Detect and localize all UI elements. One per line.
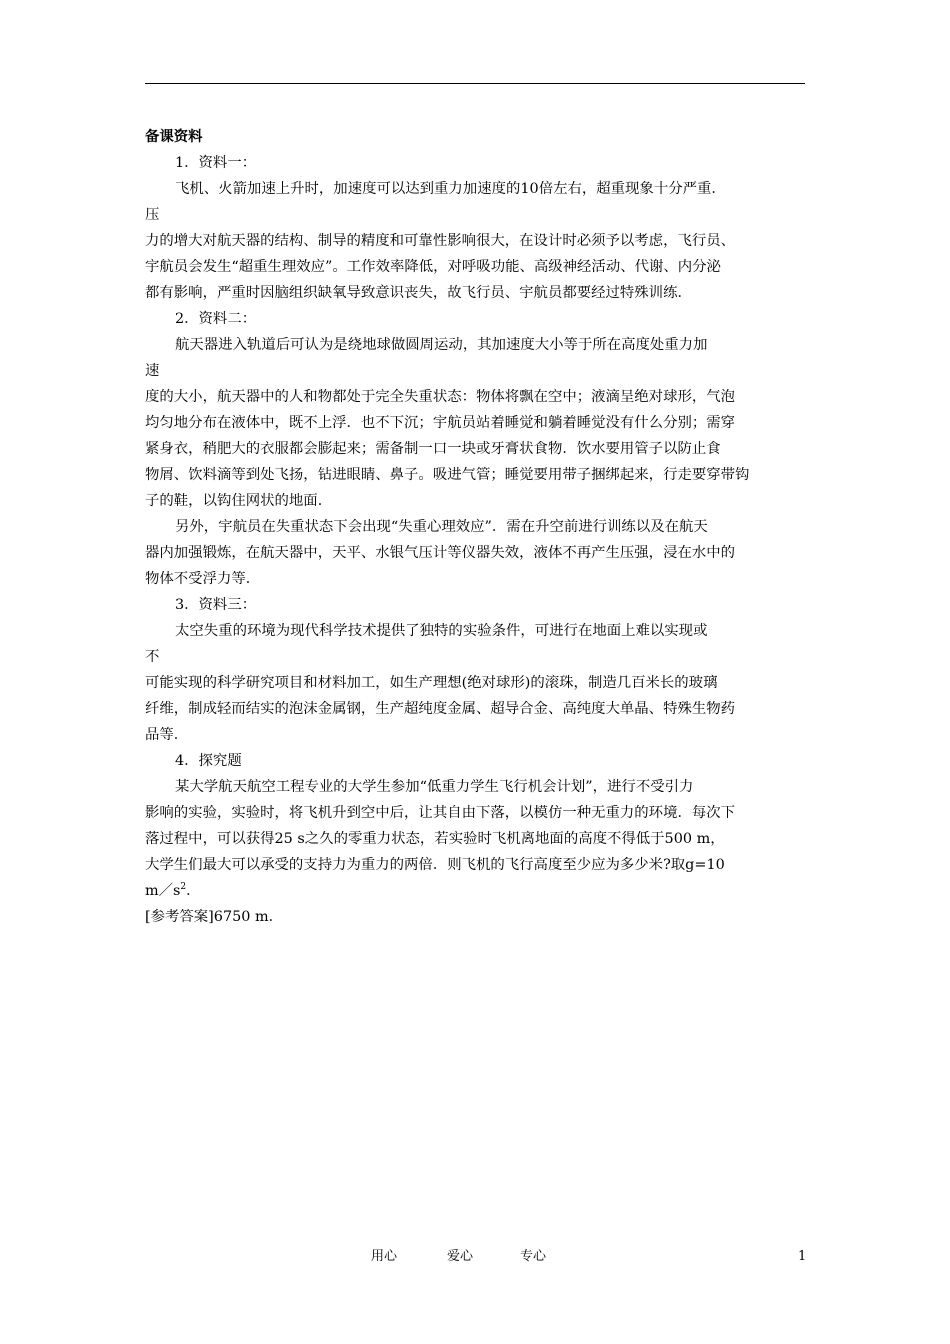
section-heading-2: 2．资料二： (175, 311, 257, 327)
footer-word-2: 爱心 (447, 1249, 474, 1264)
paragraph-line: 可能实现的科学研究项目和材料加工，如生产理想(绝对球形)的滚珠，制造几百米长的玻璃 (145, 675, 718, 691)
paragraph-line: 宇航员会发生“超重生理效应”。工作效率降低，对呼吸功能、高级神经活动、代谢、内分泌 (145, 259, 721, 275)
paragraph-line: 某大学航天航空工程专业的大学生参加“低重力学生飞行机会计划”，进行不受引力 (175, 779, 694, 795)
page-number: 1 (798, 1249, 807, 1264)
paragraph-line: 子的鞋，以钩住网状的地面． (145, 493, 333, 509)
footer-word-1: 用心 (371, 1249, 398, 1264)
paragraph-line: 航天器进入轨道后可认为是绕地球做圆周运动，其加速度大小等于所在高度处重力加 (175, 337, 708, 353)
paragraph-line: 不 (145, 649, 160, 665)
paragraph-line: 都有影响，严重时因脑组织缺氧导致意识丧失，故飞行员、宇航员都要经过特殊训练． (145, 285, 692, 301)
document-body (145, 124, 805, 930)
paragraph-line: 飞机、火箭加速上升时，加速度可以达到重力加速度的10倍左右，超重现象十分严重． (175, 181, 726, 197)
paragraph-line: 物屑、饮料滴等到处飞扬，钻进眼睛、鼻子。吸进气管；睡觉要用带子捆绑起来，行走要穿带钩 (145, 467, 750, 483)
document-title: 备课资料 (145, 128, 203, 145)
paragraph-line (145, 878, 805, 904)
section-heading-3: 3．资料三： (175, 597, 257, 613)
paragraph-line: 紧身衣，稍肥大的衣服都会膨起来；需备制一口一块或牙膏状食物．饮水要用管子以防止食 (145, 441, 721, 457)
period: ． (186, 883, 201, 899)
unit-text: m／s (145, 883, 181, 899)
reference-answer: [参考答案]6750 m． (145, 909, 284, 925)
header-rule (145, 83, 805, 84)
exponent: 2 (180, 882, 187, 893)
paragraph-line: 度的大小，航天器中的人和物都处于完全失重状态：物体将飘在空中；液滴呈绝对球形，气泡 (145, 389, 736, 405)
section-heading-4: 4．探究题 (175, 753, 242, 769)
paragraph-line: 大学生们最大可以承受的支持力为重力的两倍．则飞机的飞行高度至少应为多少米?取g=10 (145, 857, 725, 873)
paragraph-line: 物体不受浮力等． (145, 571, 261, 587)
section-heading-1: 1．资料一： (175, 155, 257, 171)
paragraph-line: 速 (145, 363, 160, 379)
footer-word-3: 专心 (520, 1249, 547, 1264)
paragraph-line: 力的增大对航天器的结构、制导的精度和可靠性影响很大，在设计时必须予以考虑，飞行员、 (145, 233, 736, 249)
paragraph-line: 纤维，制成轻而结实的泡沫金属钢，生产超纯度金属、超导合金、高纯度大单晶、特殊生物药 (145, 701, 736, 717)
paragraph-line: 器内加强锻炼，在航天器中，天平、水银气压计等仪器失效，液体不再产生压强，浸在水中的 (145, 545, 736, 561)
paragraph-line: 品等． (145, 727, 189, 743)
paragraph-line: 压 (145, 207, 160, 223)
paragraph-line: 另外，宇航员在失重状态下会出现“失重心理效应”．需在升空前进行训练以及在航天 (175, 519, 708, 535)
paragraph-line: 落过程中，可以获得25 s之久的零重力状态，若实验时飞机离地面的高度不得低于500 m， (145, 831, 725, 847)
paragraph-line: 影响的实验，实验时，将飞机升到空中后，让其自由下落，以模仿一种无重力的环境．每次下 (145, 805, 736, 821)
paragraph-line: 太空失重的环境为现代科学技术提供了独特的实验条件，可进行在地面上难以实现或 (175, 623, 708, 639)
paragraph-line: 均匀地分布在液体中，既不上浮．也不下沉；宇航员站着睡觉和躺着睡觉没有什么分别；需穿 (145, 415, 736, 431)
